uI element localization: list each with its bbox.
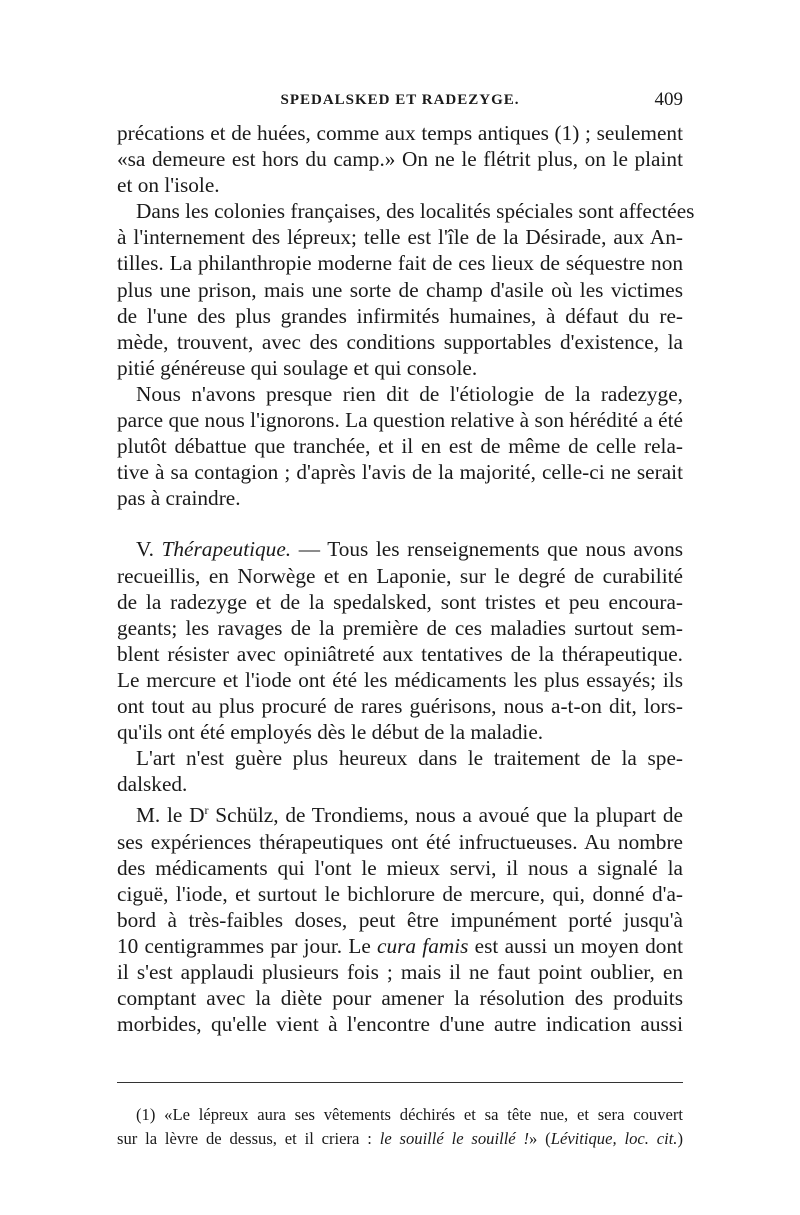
paragraph-2 [117,198,695,381]
text-line: recueillis, en Norwège et en Laponie, sur le degré de curabilité [117,563,683,588]
text-fragment: — Tous les renseignements que nous avons [298,537,684,562]
text-line: bord à très-faibles doses, peut être impunément porté jusqu'à [117,907,683,932]
text-line: geants; les ravages de la première de ces maladies surtout sem- [117,615,683,640]
text-line: Dans les colonies françaises, des localités spéciales sont affectées [136,199,695,224]
page-number: 409 [654,89,683,110]
text-line: il s'est applaudi plusieurs fois ; mais il ne faut point oublier, en [117,960,683,984]
text-line: L'art n'est guère plus heureux dans le traitement de la spe- [136,746,683,771]
footnote-divider [117,1082,683,1083]
text-line: ciguë, l'iode, et surtout le bichlorure de mercure, qui, donné d'a- [117,881,683,906]
text-line: plutôt débattue que tranchée, et il en est de même de celle rela- [117,434,683,459]
text-line: qu'ils ont été employés dès le début de la maladie. [117,720,544,745]
section-number: V. [136,537,154,562]
paragraph-6 [117,797,683,1037]
text-fragment: 10 centigrammes par jour. Le [117,933,378,958]
running-title: SPEDALSKED ET RADEZYGE. [280,92,520,108]
text-fragment: est aussi un moyen dont [468,933,683,958]
text-fragment: » ( [529,1129,551,1148]
section-title: Thérapeutique. [161,537,292,562]
latin-term: cura famis [377,933,469,958]
text-line: blent résister avec opiniâtreté aux tentatives de la thérapeutique. [117,641,683,666]
text-line [117,933,683,959]
text-line: mède, trouvent, avec des conditions supportables d'existence, la [117,329,683,354]
text-fragment: sur la lèvre de dessus, et il criera : [117,1129,380,1148]
paragraph-3 [117,381,683,511]
text-line: Nous n'avons presque rien dit de l'étiologie de la radezyge, [136,381,683,406]
text-line: précations et de huées, comme aux temps antiques (1) ; seulement [117,121,683,145]
text-line: tive à sa contagion ; d'après l'avis de la majorité, celle-ci ne serait [117,460,683,485]
text-line: des médicaments qui l'ont le mieux servi, il nous a signalé la [117,855,683,880]
quoted-cry: le souillé le souillé ! [379,1129,530,1148]
text-line: dalsked. [117,772,188,797]
text-line: à l'internement des lépreux; telle est l'île de la Désirade, aux An- [117,225,683,250]
text-fragment: Schülz, de Trondiems, nous a avoué que la plupart de [208,803,683,828]
section-heading-line [117,536,683,562]
text-fragment: M. le D [136,803,205,828]
text-line: comptant avec la diète pour amener la résolution des produits [117,986,683,1011]
text-line [117,797,683,828]
paragraph-5 [117,745,683,797]
superscript: r [204,803,209,818]
text-line: de la radezyge et de la spedalsked, sont tristes et peu encoura- [117,589,683,614]
text-line: ses expériences thérapeutiques ont été infructueuses. Au nombre [117,829,683,854]
footnote-line [117,1127,683,1151]
text-line: morbides, qu'elle vient à l'encontre d'une autre indication aussi [117,1012,683,1037]
text-line: pas à craindre. [117,486,241,511]
citation: Lévitique, loc. cit. [550,1129,678,1148]
text-line: «sa demeure est hors du camp.» On ne le flétrit plus, on le plaint [117,147,683,172]
text-line: ont tout au plus procuré de rares guérisons, nous a-t-on dit, lors- [117,693,683,718]
text-line: plus une prison, mais une sorte de champ d'asile où les victimes [117,277,683,302]
text-line: et on l'isole. [117,173,220,198]
body-text [117,120,695,1037]
text-line: Le mercure et l'iode ont été les médicaments les plus essayés; ils [117,667,683,692]
text-line: de l'une des plus grandes infirmités humaines, à défaut du re- [117,303,683,328]
footnote-line: (1) «Le lépreux aura ses vêtements déchirés et sa tête nue, et sera couvert [136,1105,683,1124]
section-gap [117,511,683,536]
paragraph-therapeutique [117,536,683,745]
text-fragment: ) [677,1129,683,1148]
page-header [117,89,683,118]
footnote [117,1103,683,1151]
text-line: pitié généreuse qui soulage et qui console. [117,355,478,380]
paragraph-1 [117,120,683,198]
text-line: tilles. La philanthropie moderne fait de ces lieux de séquestre non [117,251,683,276]
text-line: parce que nous l'ignorons. La question relative à son hérédité a été [117,408,683,433]
